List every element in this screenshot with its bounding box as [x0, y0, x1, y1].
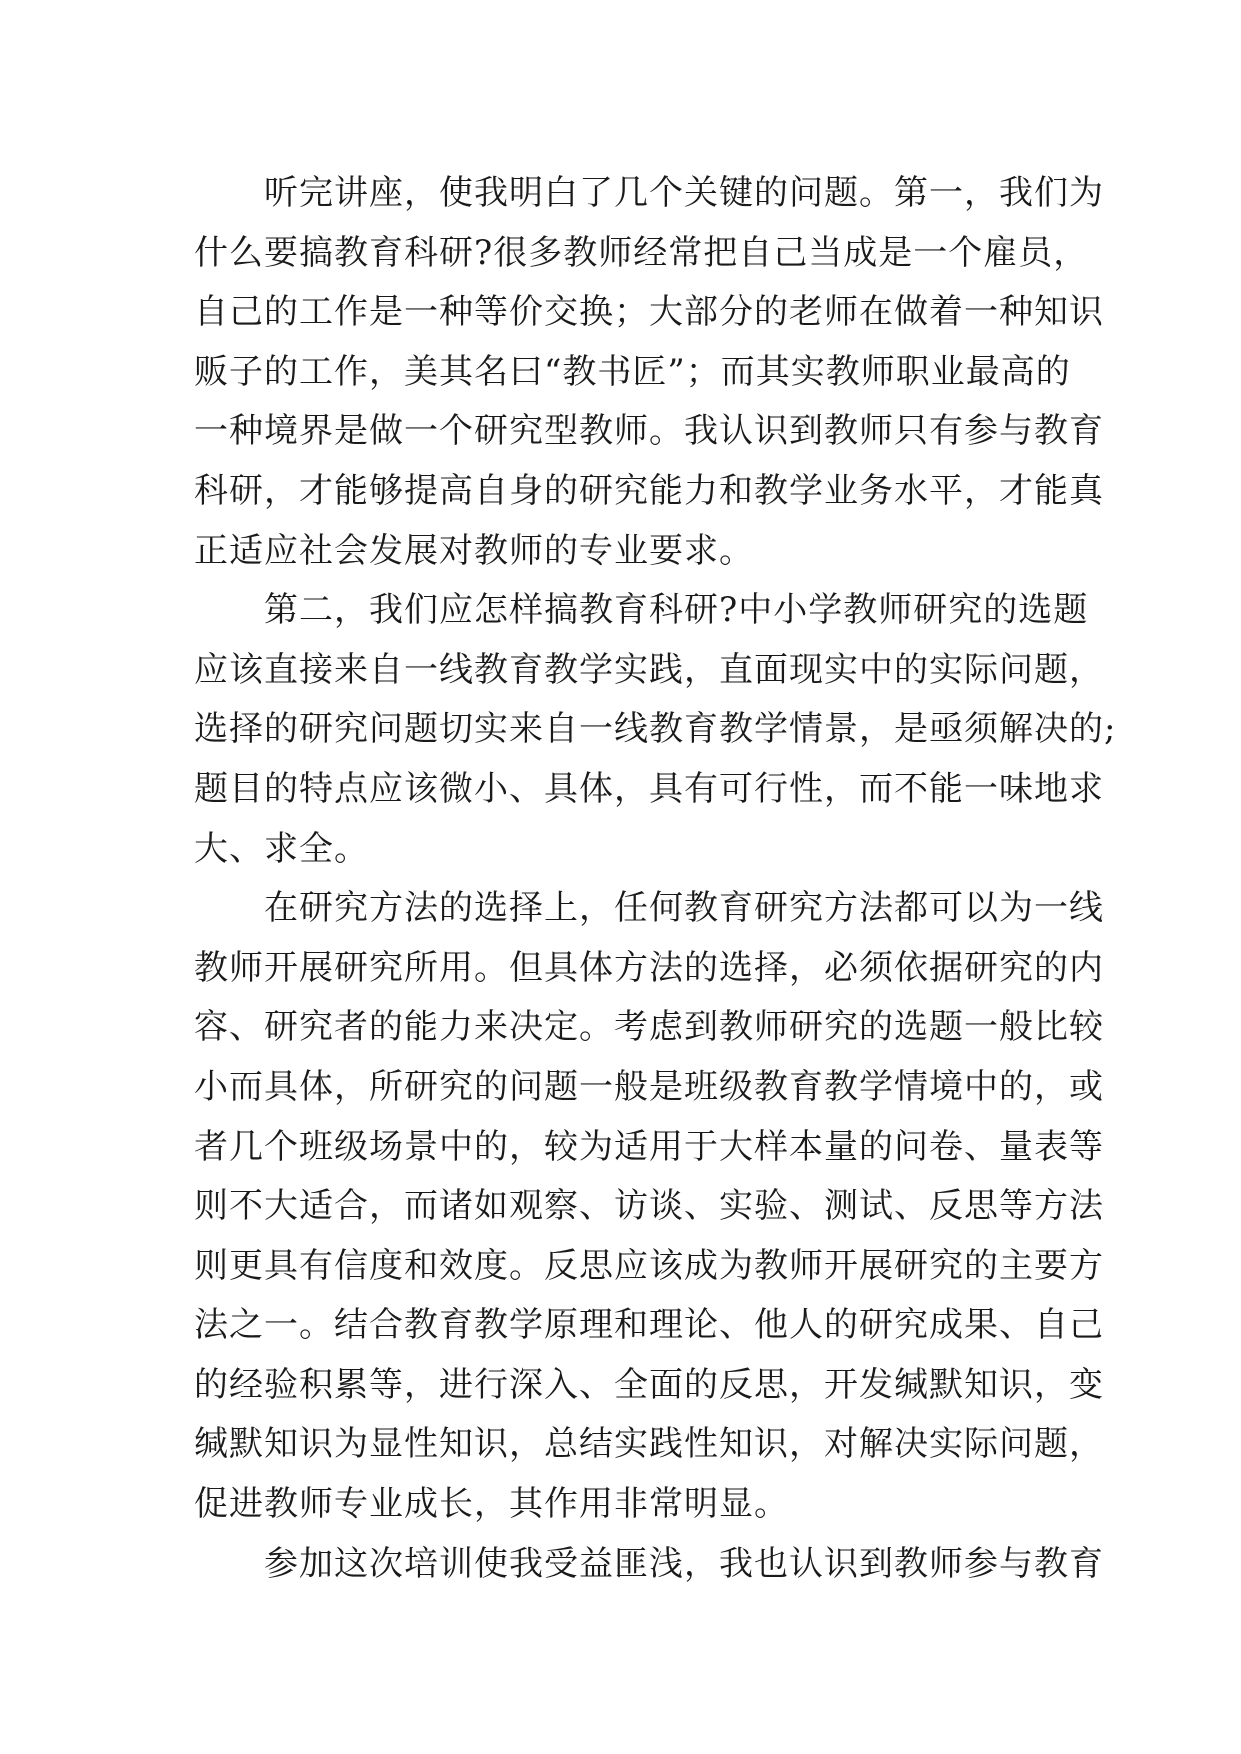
text-line: 小而具体，所研究的问题一般是班级教育教学情境中的，或 — [194, 1066, 1104, 1107]
text-line: 应该直接来自一线教育教学实践，直面现实中的实际问题， — [194, 649, 1104, 690]
text-line: 贩子的工作，美其名曰“教书匠”；而其实教师职业最高的 — [194, 351, 1071, 392]
text-line: 什么要搞教育科研?很多教师经常把自己当成是一个雇员， — [194, 232, 1089, 273]
text-line: 的经验积累等，进行深入、全面的反思，开发缄默知识，变 — [194, 1364, 1104, 1405]
text-line: 则更具有信度和效度。反思应该成为教师开展研究的主要方 — [194, 1245, 1104, 1286]
text-line: 一种境界是做一个研究型教师。我认识到教师只有参与教育 — [194, 411, 1104, 452]
text-line: 题目的特点应该微小、具体，具有可行性，而不能一味地求 — [194, 768, 1104, 809]
text-line: 正适应社会发展对教师的专业要求。 — [194, 530, 754, 571]
text-line: 在研究方法的选择上，任何教育研究方法都可以为一线 — [194, 888, 1104, 929]
text-line: 参加这次培训使我受益匪浅，我也认识到教师参与教育 — [194, 1543, 1104, 1584]
text-line: 选择的研究问题切实来自一线教育教学情景，是亟须解决的; — [194, 709, 1117, 750]
text-line: 者几个班级场景中的，较为适用于大样本量的问卷、量表等 — [194, 1126, 1104, 1167]
text-line: 法之一。结合教育教学原理和理论、他人的研究成果、自己 — [194, 1305, 1104, 1346]
text-line: 教师开展研究所用。但具体方法的选择，必须依据研究的内 — [194, 947, 1104, 988]
text-line: 则不大适合，而诸如观察、访谈、实验、测试、反思等方法 — [194, 1186, 1104, 1227]
text-line: 容、研究者的能力来决定。考虑到教师研究的选题一般比较 — [194, 1007, 1104, 1048]
text-line: 自己的工作是一种等价交换；大部分的老师在做着一种知识 — [194, 292, 1104, 333]
text-line: 第二，我们应怎样搞教育科研?中小学教师研究的选题 — [194, 590, 1089, 631]
document-body — [194, 164, 1117, 1594]
text-line: 听完讲座，使我明白了几个关键的问题。第一，我们为 — [194, 173, 1104, 213]
text-line: 大、求全。 — [194, 828, 369, 869]
text-line: 促进教师专业成长，其作用非常明显。 — [194, 1484, 789, 1525]
text-line: 缄默知识为显性知识，总结实践性知识，对解决实际问题， — [194, 1424, 1104, 1465]
text-line: 科研，才能够提高自身的研究能力和教学业务水平，才能真 — [194, 470, 1104, 511]
